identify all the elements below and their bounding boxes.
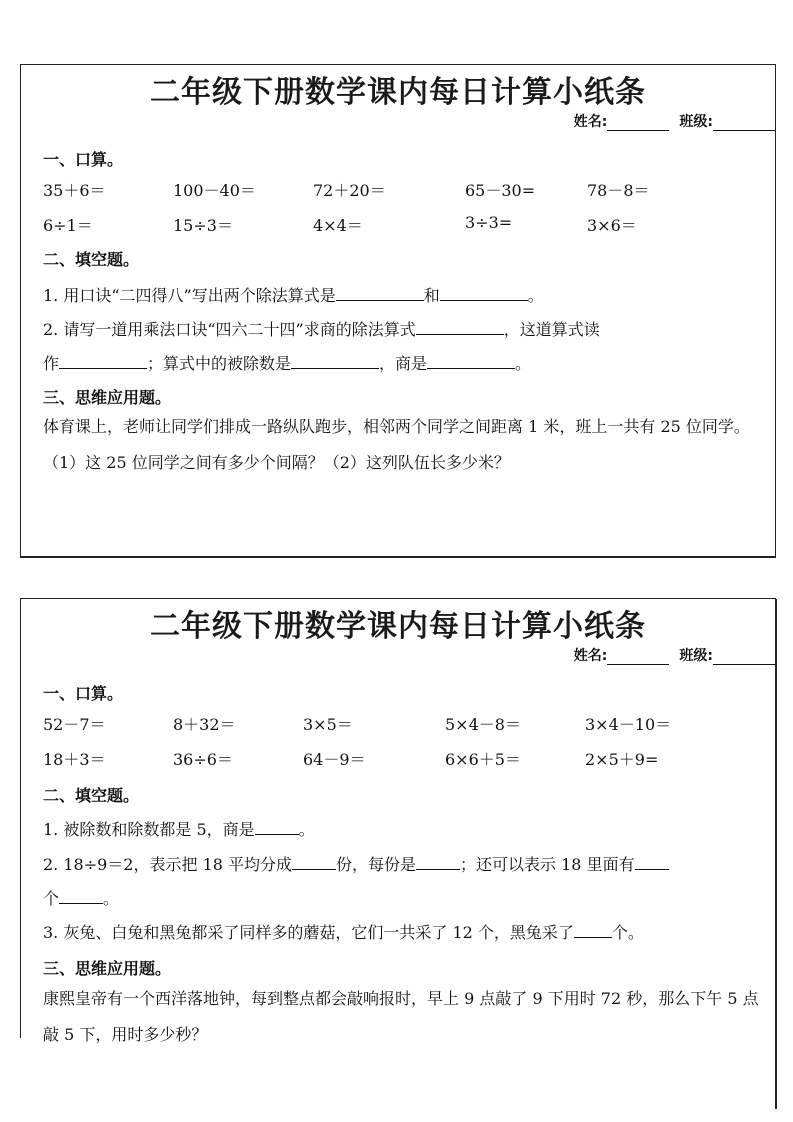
question-text: 个。 bbox=[611, 923, 644, 942]
name-blank[interactable] bbox=[607, 116, 669, 131]
answer-blank[interactable] bbox=[416, 318, 504, 335]
question-text: 1. 被除数和除数都是 5，商是 bbox=[43, 820, 255, 839]
answer-blank[interactable] bbox=[416, 853, 460, 870]
sheet-title: 二年级下册数学课内每日计算小纸条 bbox=[150, 75, 646, 110]
question-text: 和 bbox=[423, 286, 440, 305]
answer-blank[interactable] bbox=[427, 352, 515, 369]
answer-blank[interactable] bbox=[574, 921, 612, 938]
math-item: 3×5＝ bbox=[303, 715, 353, 734]
question-2-continued bbox=[43, 886, 119, 909]
math-item: 52－7＝ bbox=[43, 715, 106, 734]
section-fill-blank: 二、填空题。 bbox=[43, 786, 140, 805]
question-text: 3. 灰兔、白兔和黑兔都采了同样多的蘑菇，它们一共采了 12 个，黑兔采了 bbox=[43, 923, 574, 942]
sheet-title: 二年级下册数学课内每日计算小纸条 bbox=[150, 609, 646, 644]
question-text: 。 bbox=[527, 286, 544, 305]
answer-blank[interactable] bbox=[635, 853, 669, 870]
section-mental-math: 一、口算。 bbox=[43, 150, 124, 169]
section-application: 三、思维应用题。 bbox=[43, 388, 172, 407]
question-text: 。 bbox=[515, 354, 532, 373]
question-text: 2. 请写一道用乘法口诀“四六二十四”求商的除法算式 bbox=[43, 320, 416, 339]
question-text: 2. 18÷9＝2，表示把 18 平均分成 bbox=[43, 855, 293, 874]
math-item: 65－30= bbox=[465, 181, 536, 200]
answer-blank[interactable] bbox=[59, 887, 103, 904]
question-text: 。 bbox=[298, 820, 315, 839]
question-1 bbox=[43, 817, 315, 840]
section-mental-math: 一、口算。 bbox=[43, 684, 124, 703]
math-item: 64－9＝ bbox=[303, 750, 366, 769]
answer-blank[interactable] bbox=[440, 284, 528, 301]
math-item: 100－40＝ bbox=[173, 181, 256, 200]
question-1 bbox=[43, 283, 544, 306]
math-item: 6×6＋5＝ bbox=[445, 750, 521, 769]
name-label: 姓名: bbox=[573, 114, 608, 130]
question-3 bbox=[43, 920, 644, 943]
question-text: ；算式中的被除数是 bbox=[147, 354, 292, 373]
class-blank[interactable] bbox=[713, 650, 775, 665]
question-text: 1. 用口诀“二四得八”写出两个除法算式是 bbox=[43, 286, 336, 305]
question-text: 个 bbox=[43, 889, 60, 908]
question-2-continued bbox=[43, 351, 531, 374]
math-item: 3×4－10＝ bbox=[585, 715, 672, 734]
math-item: 5×4－8＝ bbox=[445, 715, 521, 734]
name-label: 姓名: bbox=[573, 648, 608, 664]
class-blank[interactable] bbox=[713, 116, 775, 131]
answer-blank[interactable] bbox=[292, 853, 336, 870]
question-text: 作 bbox=[43, 354, 60, 373]
math-item: 3×6＝ bbox=[587, 216, 637, 235]
word-problem: 康熙皇帝有一个西洋落地钟，每到整点都会敲响报时，早上 9 点敲了 9 下用时 72 秒，那么下午 5 点敲 5 下，用时多少秒？ bbox=[43, 989, 759, 1044]
math-item: 18＋3＝ bbox=[43, 750, 106, 769]
worksheet-card-1 bbox=[20, 64, 776, 558]
question-text: ，商是 bbox=[379, 354, 428, 373]
math-item: 8＋32＝ bbox=[173, 715, 236, 734]
math-item: 78－8＝ bbox=[587, 181, 650, 200]
answer-blank[interactable] bbox=[336, 284, 424, 301]
class-label: 班级: bbox=[679, 648, 713, 664]
name-blank[interactable] bbox=[607, 650, 669, 665]
math-item: 15÷3＝ bbox=[173, 216, 233, 235]
question-text: 。 bbox=[103, 889, 120, 908]
math-item: 72＋20＝ bbox=[313, 181, 386, 200]
math-item: 36÷6＝ bbox=[173, 750, 233, 769]
section-fill-blank: 二、填空题。 bbox=[43, 250, 140, 269]
math-item: 2×5＋9= bbox=[585, 750, 659, 769]
question-text: 份，每份是 bbox=[336, 855, 417, 874]
answer-blank[interactable] bbox=[255, 818, 299, 835]
question-text: ，这道算式读 bbox=[503, 320, 600, 339]
math-item: 4×4＝ bbox=[313, 216, 363, 235]
name-class-row bbox=[574, 645, 775, 665]
word-problem: 体育课上，老师让同学们排成一路纵队跑步，相邻两个同学之间距离 1 米，班上一共有 25 位同学。（1）这 25 位同学之间有多少个间隔？（2）这列队伍长多少米？ bbox=[43, 417, 750, 472]
math-item: 6÷1＝ bbox=[43, 216, 93, 235]
question-text: ；还可以表示 18 里面有 bbox=[460, 855, 635, 874]
math-item: 35＋6＝ bbox=[43, 181, 106, 200]
worksheet-card-2 bbox=[20, 598, 776, 1044]
math-item: 3÷3= bbox=[465, 213, 513, 232]
name-class-row bbox=[574, 111, 775, 131]
section-application: 三、思维应用题。 bbox=[43, 959, 172, 978]
question-2 bbox=[43, 317, 600, 340]
answer-blank[interactable] bbox=[59, 352, 147, 369]
answer-blank[interactable] bbox=[291, 352, 379, 369]
question-2 bbox=[43, 852, 669, 875]
class-label: 班级: bbox=[679, 114, 713, 130]
